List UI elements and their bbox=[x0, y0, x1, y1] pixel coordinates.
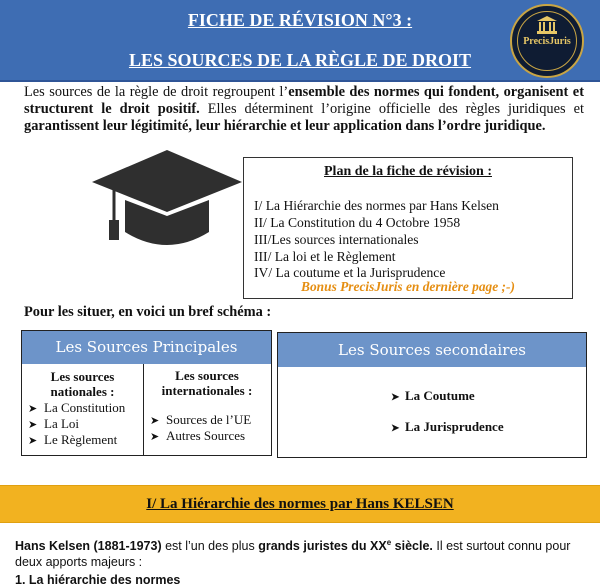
list-item: ➤ La Loi bbox=[28, 416, 80, 431]
arrow-bullet-icon: ➤ bbox=[28, 403, 38, 415]
sources-principales-title: Les Sources Principales bbox=[22, 331, 271, 364]
section-heading: I/ La Hiérarchie des normes par Hans KELSEN bbox=[146, 496, 454, 512]
list-item: ➤ Sources de l’UE bbox=[150, 412, 252, 427]
nationales-title: Les sources nationales : bbox=[50, 369, 115, 399]
intro-bold: ensemble des normes qui fondent, organisent et structurent le droit positif. bbox=[24, 84, 584, 117]
plan-item: III/Les sources internationales bbox=[254, 232, 419, 247]
revision-plan-box bbox=[243, 157, 573, 299]
plan-item: I/ La Hiérarchie des normes par Hans Kelsen bbox=[254, 198, 499, 213]
page-header bbox=[0, 0, 600, 82]
section-heading-band bbox=[0, 485, 600, 523]
plan-title: Plan de la fiche de révision : bbox=[324, 164, 492, 179]
list-item: ➤ Le Règlement bbox=[28, 432, 118, 447]
intro-text: Elles déterminent l’origine officielle des règles juridiques et bbox=[199, 101, 584, 117]
list-item: ➤ La Constitution bbox=[28, 400, 126, 415]
sources-principales-box bbox=[21, 330, 272, 456]
intro-text: Les sources de la règle de droit regroupent l’ bbox=[24, 84, 289, 100]
kelsen-name: Hans Kelsen (1881-1973) bbox=[15, 539, 162, 554]
sheet-title: FICHE DE RÉVISION N°3 : bbox=[187, 10, 413, 30]
arrow-bullet-icon: ➤ bbox=[28, 419, 38, 431]
arrow-bullet-icon: ➤ bbox=[150, 431, 160, 443]
internationales-title: Les sources internationales : bbox=[161, 368, 253, 398]
plan-item: III/ La loi et le Règlement bbox=[254, 249, 396, 264]
intro-paragraph bbox=[24, 84, 584, 135]
arrow-bullet-icon: ➤ bbox=[150, 415, 160, 427]
plan-item: II/ La Constitution du 4 Octobre 1958 bbox=[254, 215, 461, 230]
sources-nationales-column bbox=[22, 364, 144, 455]
pillar-icon bbox=[537, 16, 557, 34]
intro-bold: garantissent leur légitimité, leur hiérarchie et leur application dans l’ordre juridique. bbox=[24, 118, 546, 134]
graduation-cap-icon bbox=[92, 150, 242, 250]
list-item: ➤ La Jurisprudence bbox=[391, 419, 504, 434]
sources-secondaires-box bbox=[277, 332, 587, 458]
sheet-subtitle: LES SOURCES DE LA RÈGLE DE DROIT bbox=[128, 50, 472, 70]
sources-secondaires-title: Les Sources secondaires bbox=[278, 333, 586, 367]
arrow-bullet-icon: ➤ bbox=[391, 392, 400, 403]
schema-intro: Pour les situer, en voici un bref schéma : bbox=[24, 304, 272, 320]
kelsen-list-item: 1. La hiérarchie des normes bbox=[15, 573, 181, 587]
list-item: ➤ La Coutume bbox=[391, 388, 475, 403]
sources-internationales-column bbox=[143, 364, 271, 455]
logo-text: PrecisJuris bbox=[523, 36, 571, 47]
precisjuris-logo bbox=[510, 4, 584, 78]
kelsen-paragraph: Hans Kelsen (1881-1973) est l’un des plus grands juristes du XXe siècle. Il est surtout connu pour deux apports majeurs : bbox=[15, 538, 571, 570]
plan-bonus: Bonus PrecisJuris en dernière page ;-) bbox=[301, 279, 515, 294]
arrow-bullet-icon: ➤ bbox=[28, 435, 38, 447]
arrow-bullet-icon: ➤ bbox=[391, 423, 400, 434]
list-item: ➤ Autres Sources bbox=[150, 428, 246, 443]
plan-item: IV/ La coutume et la Jurisprudence bbox=[254, 265, 446, 280]
